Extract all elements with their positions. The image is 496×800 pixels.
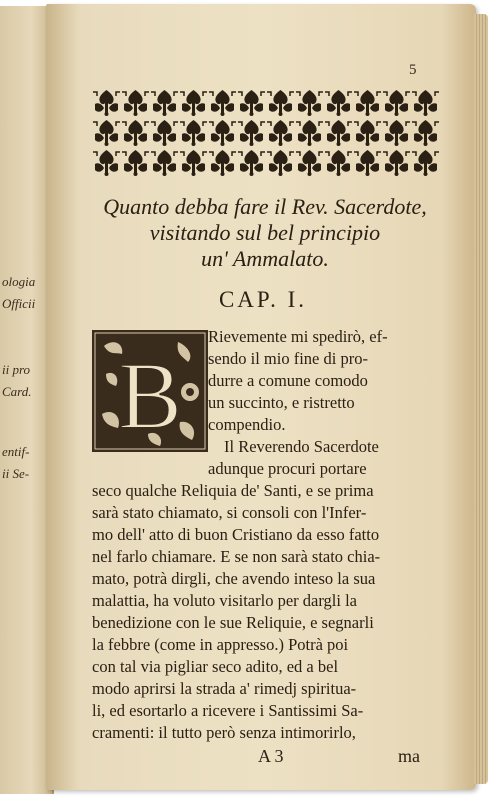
text-line: mato, potrà dirgli, che avendo inteso la sua — [92, 569, 376, 588]
text-line: adunque procuri portare — [208, 459, 367, 478]
title-line: visitando sul bel principio — [149, 220, 381, 245]
chapter-title — [70, 194, 460, 272]
text-line: nel farlo chiamare. E se non sarà stato chia- — [92, 547, 381, 566]
page-number: 5 — [409, 62, 417, 78]
text-line: sendo il mio fine di pro- — [208, 349, 368, 368]
initial-letter: B — [117, 342, 183, 449]
text-line: con tal via pigliar seco adito, ed a bel — [92, 657, 339, 676]
text-line: Il Reverendo Sacerdote — [224, 437, 379, 456]
catchword: ma — [398, 746, 420, 766]
text-line: un succinto, e ristretto — [208, 393, 355, 412]
text-line: cramenti: il tutto però senza intimorirlo, — [92, 723, 356, 742]
left-fragment: ii pro — [2, 362, 31, 377]
text-line: li, ed esortarlo a ricevere i Santissimi Sa- — [92, 701, 364, 720]
text-line: compendio. — [208, 415, 286, 434]
left-fragment: entif- — [2, 444, 30, 459]
title-line: Quanto debba fare il Rev. Sacerdote, — [103, 194, 427, 219]
text-line: modo aprirsi la strada a' rimedj spiritua- — [92, 679, 357, 698]
text-line: sarà stato chiamato, si consoli con l'Infer- — [92, 503, 367, 522]
text-line: Rievemente mi spedirò, ef- — [208, 327, 388, 346]
text-line: la febbre (come in appresso.) Potrà poi — [92, 635, 349, 654]
left-fragment: Officii — [2, 296, 36, 311]
signature-mark: A 3 — [258, 746, 284, 766]
text-line: seco qualche Reliquia de' Santi, e se prima — [92, 481, 374, 500]
page-edge — [474, 14, 488, 784]
left-fragment: ologia — [2, 274, 36, 289]
text-line: mo dell' atto di buon Cristiano da esso fatto — [92, 525, 380, 544]
ornament-headpiece-icon — [92, 86, 440, 178]
title-line: un' Ammalato. — [201, 246, 329, 271]
text-line: benedizione con le sue Reliquie, e segnarli — [92, 613, 374, 632]
text-line: durre a comune comodo — [208, 371, 368, 390]
chapter-heading: CAP. I. — [218, 287, 308, 312]
text-line: malattia, ha voluto visitarlo per dargli la — [92, 591, 357, 610]
left-fragment: ii Se- — [2, 466, 30, 481]
decorated-initial-icon — [92, 330, 208, 452]
left-fragment: Card. — [2, 384, 32, 399]
